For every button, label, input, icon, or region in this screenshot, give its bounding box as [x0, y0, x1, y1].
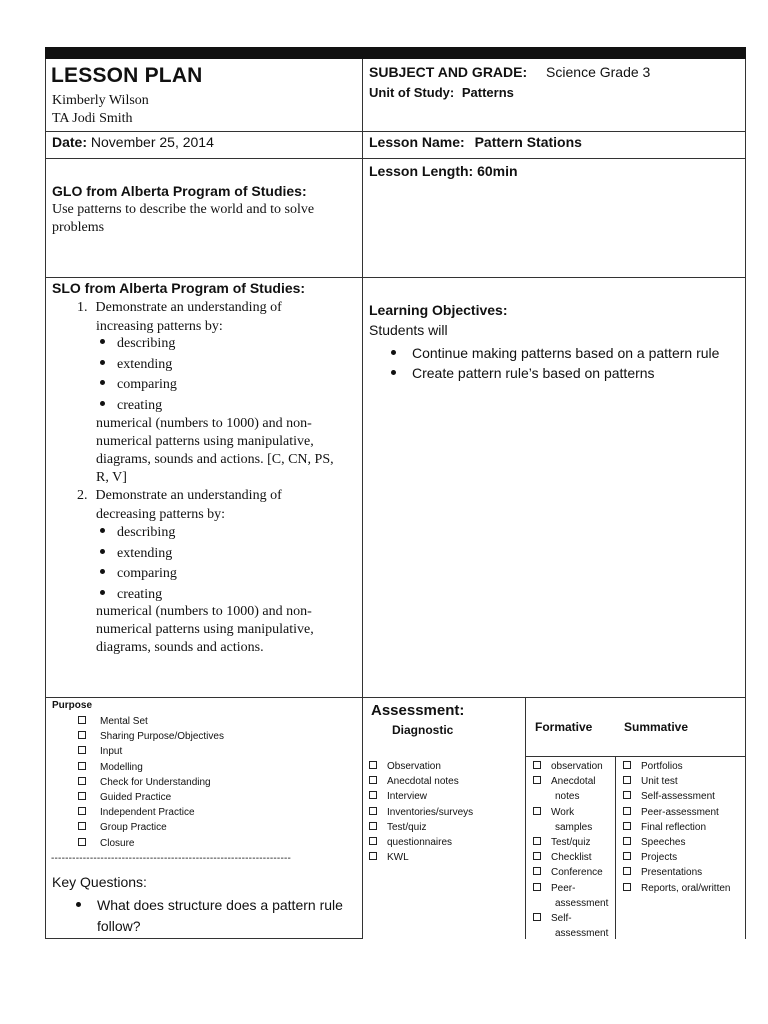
list-item: Mental Set — [78, 714, 224, 729]
subject-value: Science Grade 3 — [546, 64, 651, 80]
slo-item-2-number: 2. — [77, 488, 88, 503]
list-item: observation — [533, 759, 608, 774]
checkbox-icon[interactable] — [78, 762, 86, 770]
checkbox-icon[interactable] — [533, 761, 541, 769]
list-item: Work — [533, 805, 608, 820]
list-item: Input — [78, 744, 224, 759]
list-item: Continue making patterns based on a pattern rule — [391, 343, 719, 363]
purpose-list — [78, 714, 224, 851]
formative-list — [533, 759, 608, 941]
diagnostic-list — [369, 759, 473, 865]
checkbox-icon[interactable] — [623, 837, 631, 845]
list-item: Interview — [369, 789, 473, 804]
list-item: Inventories/surveys — [369, 805, 473, 820]
list-item: KWL — [369, 850, 473, 865]
slo-item-1-bullets — [100, 334, 177, 416]
checkbox-icon[interactable] — [78, 731, 86, 739]
checkbox-icon[interactable] — [533, 883, 541, 891]
checkbox-icon[interactable] — [369, 822, 377, 830]
checkbox-icon[interactable] — [533, 776, 541, 784]
assessment-header-line — [525, 756, 746, 757]
checkbox-icon[interactable] — [533, 807, 541, 815]
list-item: Unit test — [623, 774, 730, 789]
summative-divider — [615, 756, 616, 939]
slo-item-2 — [77, 486, 282, 525]
checkbox-icon[interactable] — [369, 761, 377, 769]
list-item: Self-assessment — [623, 789, 730, 804]
list-item: describing — [100, 334, 177, 355]
bullet-icon — [100, 380, 105, 385]
bullet-icon — [100, 528, 105, 533]
list-item: creating — [100, 585, 177, 606]
list-item: extending — [100, 355, 177, 376]
purpose-heading: Purpose — [52, 700, 93, 711]
checkbox-icon[interactable] — [623, 761, 631, 769]
date-value: November 25, 2014 — [90, 134, 214, 150]
slo-item-2-text-2: decreasing patterns by: — [96, 507, 226, 522]
list-item-continued: assessment — [555, 928, 609, 940]
list-item: Checklist — [533, 850, 608, 865]
checkbox-icon[interactable] — [369, 807, 377, 815]
date-field — [52, 134, 214, 150]
slo-item-1-number: 1. — [77, 300, 88, 315]
page-title: LESSON PLAN — [51, 64, 203, 87]
bullet-icon — [100, 401, 105, 406]
key-questions-heading: Key Questions: — [52, 874, 147, 890]
list-item: Speeches — [623, 835, 730, 850]
list-item: extending — [100, 544, 177, 565]
bullet-icon — [100, 590, 105, 595]
list-item: Group Practice — [78, 820, 224, 835]
checkbox-icon[interactable] — [623, 791, 631, 799]
list-item: questionnaires — [369, 835, 473, 850]
summative-border-right — [745, 756, 746, 939]
date-label: Date: — [52, 134, 88, 150]
purpose-border-left — [45, 697, 46, 939]
checkbox-icon[interactable] — [78, 838, 86, 846]
slo-item-2-text: Demonstrate an understanding of — [95, 488, 282, 503]
list-item: Portfolios — [623, 759, 730, 774]
list-item: Presentations — [623, 865, 730, 880]
list-item: Test/quiz — [369, 820, 473, 835]
purpose-divider: -------------------------------------------------------------------- — [51, 853, 292, 864]
list-item: Final reflection — [623, 820, 730, 835]
lesson-name-label: Lesson Name: — [369, 134, 465, 150]
checkbox-icon[interactable] — [623, 883, 631, 891]
list-item: Independent Practice — [78, 805, 224, 820]
lesson-name-value: Pattern Stations — [474, 134, 582, 150]
list-item: Reports, oral/written — [623, 881, 730, 896]
checkbox-icon[interactable] — [533, 867, 541, 875]
bullet-icon — [100, 549, 105, 554]
list-item: Projects — [623, 850, 730, 865]
bullet-icon — [100, 569, 105, 574]
lesson-name — [369, 134, 582, 150]
checkbox-icon[interactable] — [623, 776, 631, 784]
checkbox-icon[interactable] — [623, 852, 631, 860]
checkbox-icon[interactable] — [533, 852, 541, 860]
ta-name: TA Jodi Smith — [52, 111, 133, 126]
list-item: Guided Practice — [78, 790, 224, 805]
list-item: Sharing Purpose/Objectives — [78, 729, 224, 744]
checkbox-icon[interactable] — [369, 776, 377, 784]
lesson-length: Lesson Length: 60min — [369, 163, 518, 179]
glo-heading: GLO from Alberta Program of Studies: — [52, 183, 307, 199]
list-item: Modelling — [78, 760, 224, 775]
unit-value: Patterns — [461, 85, 514, 100]
row-divider-3 — [45, 277, 746, 278]
checkbox-icon[interactable] — [78, 777, 86, 785]
assessment-divider-1 — [525, 697, 526, 757]
checkbox-icon[interactable] — [369, 791, 377, 799]
checkbox-icon[interactable] — [369, 837, 377, 845]
header-bar — [45, 47, 746, 59]
unit-of-study — [369, 85, 514, 100]
row-divider-4 — [45, 697, 746, 698]
table-column-divider — [362, 59, 363, 939]
summative-list — [623, 759, 730, 896]
slo-item-1-tail: numerical (numbers to 1000) and non- numerical patterns using manipulative, diagrams, sounds and actions. [C, CN, PS, R, V] — [96, 416, 334, 485]
learning-objectives-list — [391, 343, 719, 383]
list-item: Test/quiz — [533, 835, 608, 850]
formative-divider — [525, 756, 526, 939]
list-item-continued: notes — [555, 791, 580, 803]
list-item: Peer-assessment — [623, 805, 730, 820]
checkbox-icon[interactable] — [623, 807, 631, 815]
bullet-icon — [391, 350, 396, 355]
checkbox-icon[interactable] — [78, 746, 86, 754]
subject-and-grade — [369, 64, 650, 80]
list-item: Closure — [78, 836, 224, 851]
learning-objectives-intro: Students will — [369, 322, 448, 338]
bullet-icon — [100, 339, 105, 344]
key-question-1: What does structure does a pattern rule follow? — [76, 895, 343, 937]
list-item: comparing — [100, 375, 177, 396]
row-divider-1 — [45, 131, 746, 132]
list-item-continued: assessment — [555, 897, 609, 909]
list-item: Anecdotal — [533, 774, 608, 789]
list-item-continued: samples — [555, 821, 593, 833]
table-border-left — [45, 59, 46, 698]
slo-item-1-text: Demonstrate an understanding of — [95, 300, 282, 315]
assessment-border-right — [745, 697, 746, 757]
teacher-name: Kimberly Wilson — [52, 93, 149, 108]
checkbox-icon[interactable] — [78, 822, 86, 830]
summative-label: Summative — [624, 720, 689, 734]
slo-heading: SLO from Alberta Program of Studies: — [52, 280, 306, 296]
formative-label: Formative — [535, 720, 593, 734]
bullet-icon — [100, 360, 105, 365]
bullet-icon — [391, 370, 396, 375]
checkbox-icon[interactable] — [78, 716, 86, 724]
diagnostic-label: Diagnostic — [392, 723, 454, 737]
checkbox-icon[interactable] — [78, 807, 86, 815]
learning-objectives-heading: Learning Objectives: — [369, 302, 508, 318]
checkbox-icon[interactable] — [623, 867, 631, 875]
glo-text-line2: problems — [52, 220, 105, 235]
checkbox-icon[interactable] — [533, 837, 541, 845]
list-item: Create pattern rule’s based on patterns — [391, 363, 719, 383]
list-item: Check for Understanding — [78, 775, 224, 790]
checkbox-icon[interactable] — [623, 822, 631, 830]
glo-text-line1: Use patterns to describe the world and to solve — [52, 202, 315, 217]
slo-item-1 — [77, 298, 282, 337]
list-item: describing — [100, 523, 177, 544]
table-border-right — [745, 59, 746, 698]
list-item: Conference — [533, 865, 608, 880]
row-divider-2 — [45, 158, 746, 159]
list-item: comparing — [100, 564, 177, 585]
slo-item-2-tail: numerical (numbers to 1000) and non- numerical patterns using manipulative, diagrams, sounds and actions. — [96, 604, 314, 655]
checkbox-icon[interactable] — [533, 913, 541, 921]
slo-item-2-bullets — [100, 523, 177, 605]
checkbox-icon[interactable] — [78, 792, 86, 800]
unit-label: Unit of Study: — [369, 85, 455, 100]
checkbox-icon[interactable] — [369, 852, 377, 860]
assessment-heading: Assessment: — [371, 702, 465, 719]
list-item: creating — [100, 396, 177, 417]
slo-item-1-text-2: increasing patterns by: — [96, 319, 223, 334]
list-item: Peer- — [533, 881, 608, 896]
list-item: Anecdotal notes — [369, 774, 473, 789]
bullet-icon — [76, 902, 81, 907]
list-item: Self- — [533, 911, 608, 926]
purpose-border-bottom — [45, 938, 363, 939]
list-item: Observation — [369, 759, 473, 774]
subject-label: SUBJECT AND GRADE: — [369, 64, 528, 80]
